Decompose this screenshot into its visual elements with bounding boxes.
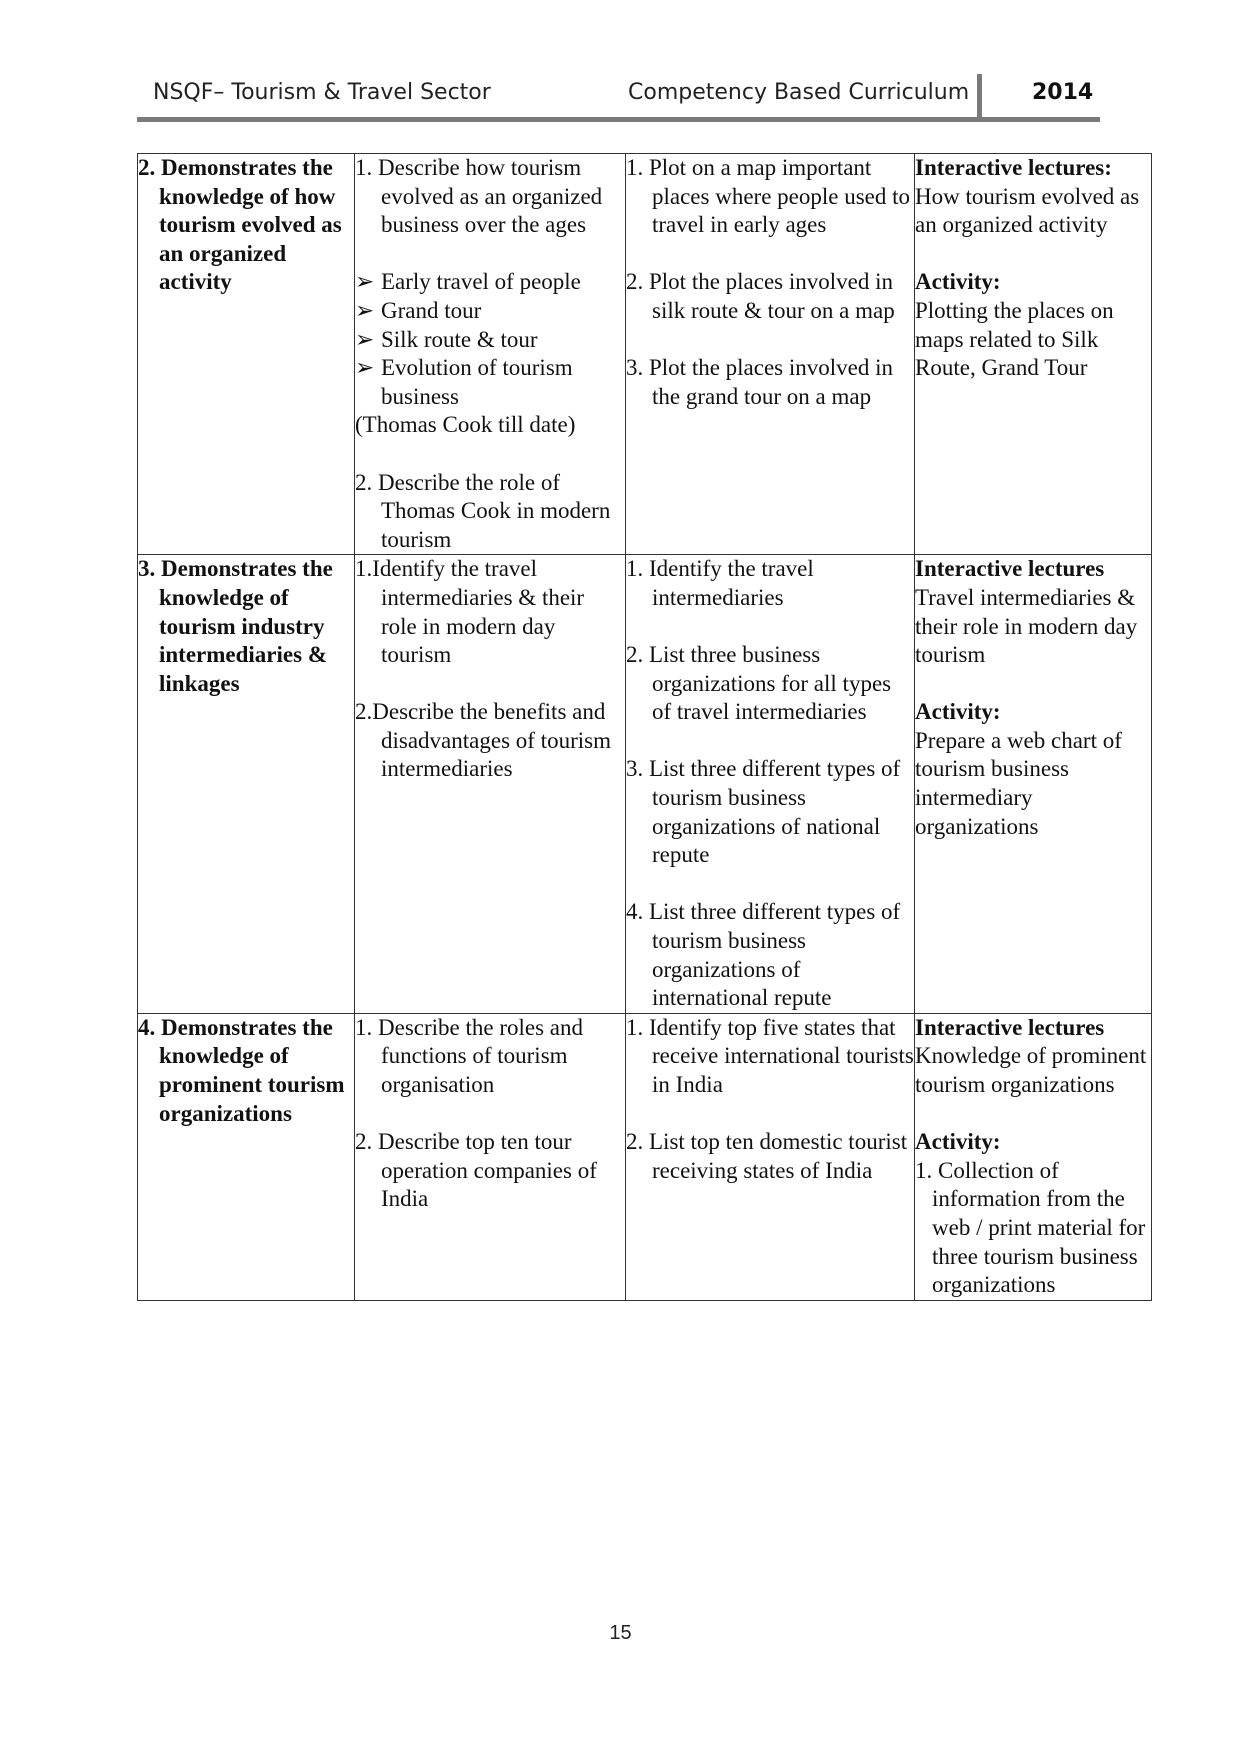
outcome-cell [138,154,355,555]
arrow-bullet-icon: ➢ [355,355,375,381]
table-row [138,555,1152,1014]
method-heading: Interactive lectures: [915,155,1112,180]
header-rule [137,117,1100,122]
bullet-item: ➢ Early travel of people [355,268,625,297]
bullet-item: ➢ Silk route & tour [355,326,625,355]
practical-item: 1. Plot on a map important places where people used to travel in early ages [626,155,911,238]
header-year: 2014 [1032,80,1094,105]
content-item: 1. Describe the roles and functions of tourism organisation [355,1014,584,1097]
practical-cell [626,154,915,555]
practical-item: 3. List three different types of tourism business organizations of national repute [626,756,901,868]
outcome-cell [138,1013,355,1300]
learning-outcome: 4. Demonstrates the knowledge of prominent tourism organizations [138,1014,345,1126]
practical-item: 1. Identify top five states that receive international tourists in India [626,1014,914,1097]
method-text: Travel intermediaries & their role in modern day tourism [915,584,1138,668]
practical-item: 4. List three different types of tourism business organizations of international repute [626,899,901,1011]
practical-item: 2. List three business organizations for all types of travel intermediaries [626,642,892,725]
activity-heading: Activity: [915,269,1001,295]
practical-cell [626,555,915,1014]
methodology-cell [915,555,1152,1014]
header-sector-title: NSQF– Tourism & Travel Sector [153,80,491,105]
method-text: Knowledge of prominent tourism organizations [915,1043,1147,1097]
content-cell [355,154,626,555]
method-heading: Interactive lectures [915,556,1105,582]
table-row [138,1013,1152,1300]
header-divider [977,74,982,120]
curriculum-table [137,153,1152,1301]
arrow-bullet-icon: ➢ [355,269,375,295]
page-number: 15 [609,1622,632,1644]
content-note: (Thomas Cook till date) [355,412,576,438]
practical-item: 2. Plot the places involved in silk route & tour on a map [626,269,895,323]
activity-text: Plotting the places on maps related to Silk Route, Grand Tour [915,297,1114,381]
learning-outcome: 2. Demonstrates the knowledge of how tourism evolved as an organized activity [138,155,342,295]
practical-item: 2. List top ten domestic tourist receiving states of India [626,1129,908,1183]
practical-item: 1. Identify the travel intermediaries [626,556,814,610]
content-item: 2.Describe the benefits and disadvantages of tourism intermediaries [355,699,611,782]
arrow-bullet-icon: ➢ [355,326,375,352]
header-curriculum-title: Competency Based Curriculum [628,80,970,105]
activity-text: Prepare a web chart of tourism business intermediary organizations [915,727,1122,839]
outcome-cell [138,555,355,1014]
content-item: 1.Identify the travel intermediaries & their role in modern day tourism [355,556,585,668]
method-heading: Interactive lectures [915,1014,1105,1040]
bullet-item: ➢ Grand tour [355,297,625,326]
activity-heading: Activity: [915,1129,1001,1155]
learning-outcome: 3. Demonstrates the knowledge of tourism industry intermediaries & linkages [138,556,333,696]
content-item: 2. Describe the role of Thomas Cook in modern tourism [355,469,611,552]
practical-cell [626,1013,915,1300]
arrow-bullet-icon: ➢ [355,297,375,323]
content-item: 2. Describe top ten tour operation companies of India [355,1129,597,1212]
practical-item: 3. Plot the places involved in the grand tour on a map [626,355,894,409]
content-item: 1. Describe how tourism evolved as an organized business over the ages [355,155,603,238]
content-cell [355,555,626,1014]
table-row [138,154,1152,555]
content-cell [355,1013,626,1300]
activity-text: 1. Collection of information from the web / print material for three tourism business organizations [915,1157,1146,1298]
method-text: How tourism evolved as an organized activity [915,183,1140,238]
bullet-item: ➢ Evolution of tourism business [355,355,573,409]
methodology-cell [915,1013,1152,1300]
activity-heading: Activity: [915,699,1001,725]
methodology-cell [915,154,1152,555]
